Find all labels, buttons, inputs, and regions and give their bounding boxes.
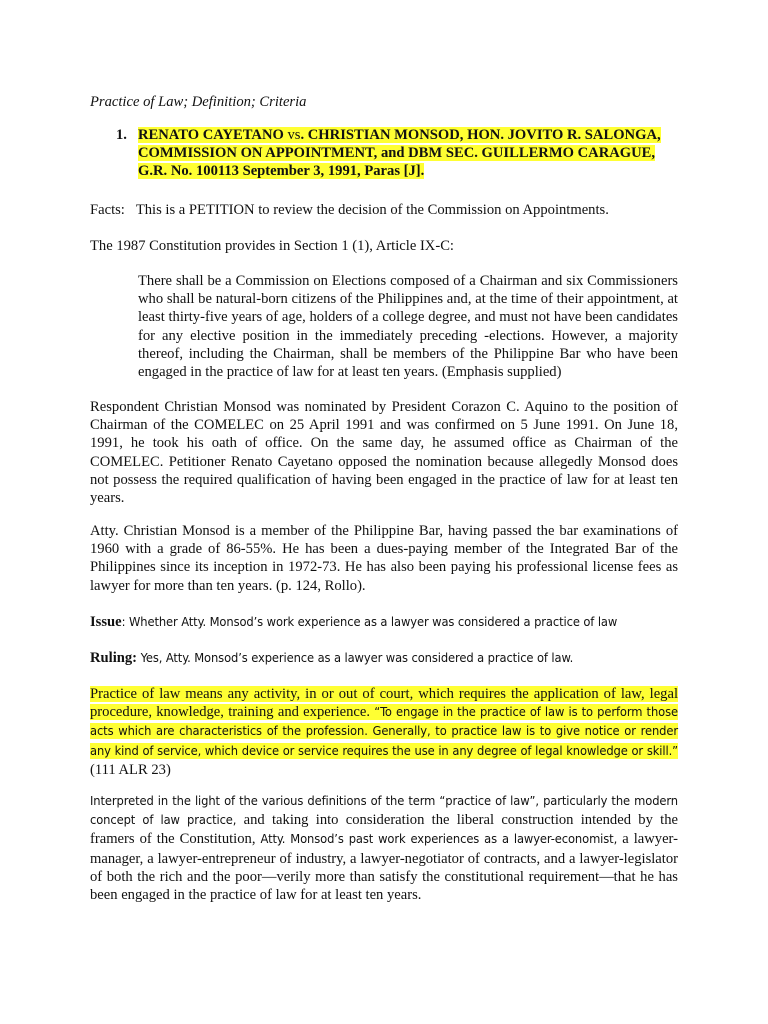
case-citation [116,126,678,181]
interpretation-c: Atty. Monsod’s past work experiences as a lawyer-economist, [260,832,618,848]
ruling-paragraph [90,649,678,668]
issue-text: : Whether Atty. Monsod’s work experience as a lawyer was considered a practice of law [121,615,618,630]
case-citation-highlight [138,127,661,179]
interpretation-a: Interpreted in the light of the various definitions of the term “practice of law”, particularly the modern concept of law practice, [90,794,678,829]
case-vs: vs [287,127,301,143]
interpretation-d: a lawyer-manager, a lawyer-entrepreneur of industry, a lawyer-negotiator of contracts, and a lawyer-legislator of both the rich and the poor—verily more than satisfy the constitutional requirement—that he has been engaged in the practice of law for at least ten years. [90,831,678,904]
constitution-quote: There shall be a Commission on Elections composed of a Chairman and six Commissioners who shall be natural-born citizens of the Philippines and, at the time of their appointment, at least thirty-five years of age, holders of a college degree, and must not have been candidates for any elective position in the immediately preceding -elections. However, a majority thereof, including the Chairman, shall be members of the Philippine Bar who have been engaged in the practice of law for at least ten years. (Emphasis supplied) [138,273,678,381]
atty-paragraph: Atty. Christian Monsod is a member of the Philippine Bar, having passed the bar examinations of 1960 with a grade of 86-55%. He has been a dues-paying member of the Integrated Bar of the Philippines since its inception in 1972-73. He has also been paying his professional license fees as lawyer for more than ten years. (p. 124, Rollo). [90,523,678,594]
case-number: 1. [116,127,127,143]
case-parties-petitioner: RENATO CAYETANO [138,127,288,143]
practice-citation: (111 ALR 23) [90,761,171,778]
interpretation-b: and taking into consideration the liberal construction intended by the framers of the Constitution, [90,812,678,848]
practice-definition-b: “To engage in the practice of law is to perform those acts which are characteristics of the profession. Generally, to practice law is to give notice or render any kind of service, which device or service requires the use in any degree of legal knowledge or skill.” [90,705,678,759]
case-parties-respondents: . CHRISTIAN MONSOD, HON. JOVITO R. SALONGA, COMMISSION ON APPOINTMENT, and DBM SEC. GUILLERMO CARAGUE, G.R. No. 100113 September 3, 1991, Paras [J]. [138,127,661,180]
practice-definition-a: Practice of law means any activity, in or out of court, which requires the application of law, legal procedure, knowledge, training and experience. [90,686,678,721]
practice-definition-paragraph [90,685,678,779]
constitution-intro: The 1987 Constitution provides in Section 1 (1), Article IX-C: [90,238,454,254]
facts-label: Facts: [90,202,125,218]
interpretation-paragraph [90,792,678,904]
respondent-paragraph: Respondent Christian Monsod was nominated by President Corazon C. Aquino to the position of Chairman of the COMELEC on 25 April 1991 and was confirmed on 5 June 1991. On June 18, 1991, he took his oath of office. On the same day, he assumed office as Chairman of the COMELEC. Petitioner Renato Cayetano opposed the nomination because allegedly Monsod does not possess the required qualification of having been engaged in the practice of law for at least ten years. [90,399,678,507]
practice-definition-highlight [90,686,678,759]
issue-paragraph [90,613,678,632]
document-title: Practice of Law; Definition; Criteria [90,94,307,110]
facts-paragraph [90,201,678,219]
ruling-label: Ruling: [90,650,138,666]
facts-text: This is a PETITION to review the decision of the Commission on Appointments. [135,202,609,218]
issue-label: Issue [90,614,122,630]
ruling-text: Yes, Atty. Monsod’s experience as a lawyer was considered a practice of law. [137,651,574,666]
